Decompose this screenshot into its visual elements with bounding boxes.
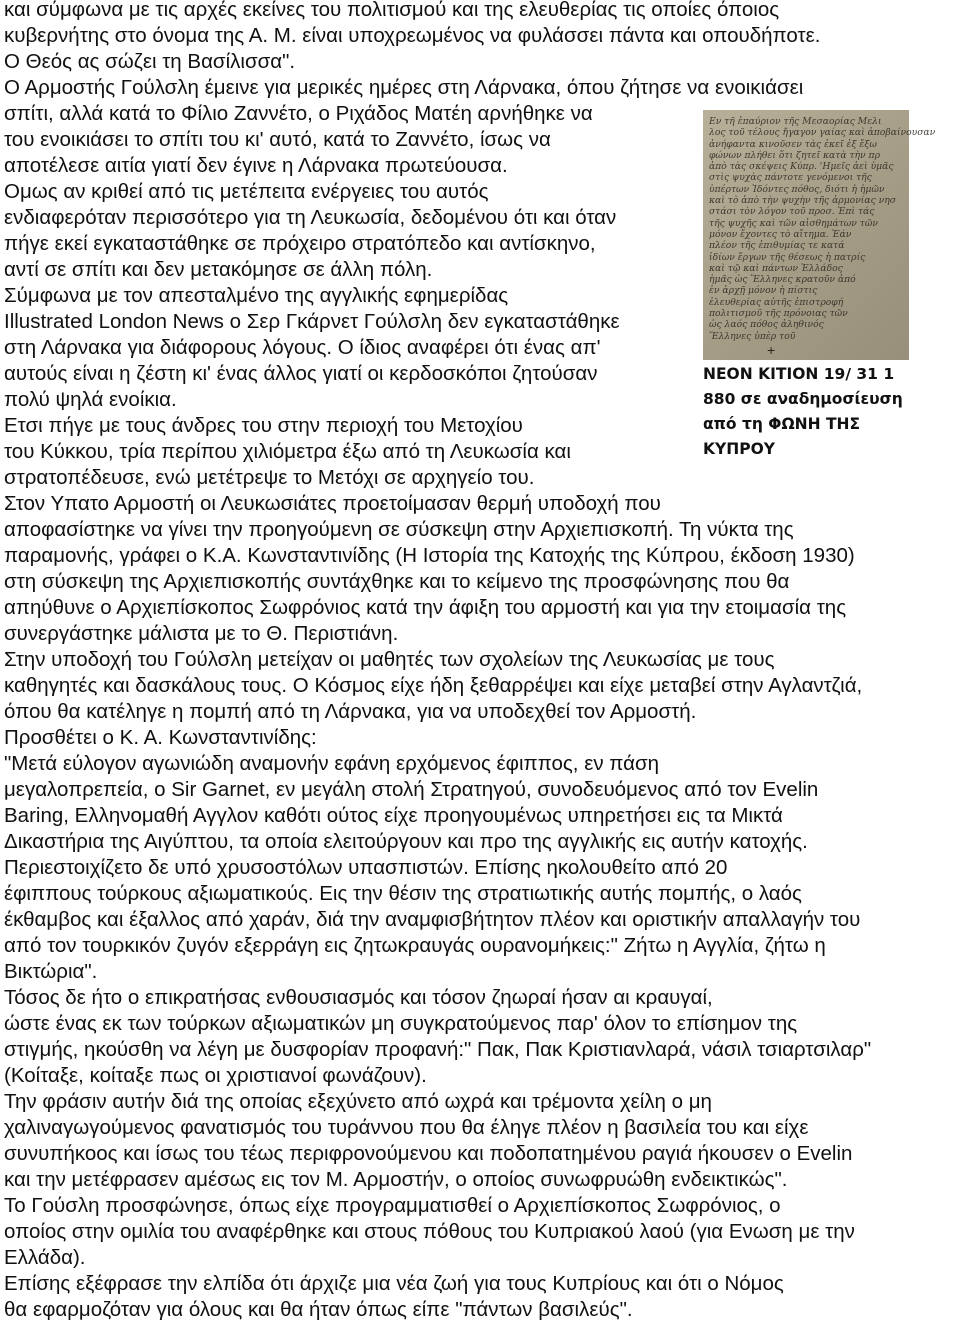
clipping-line: λος τοῦ τέλους ἤγαγον γαίας καὶ ἀποβαίνουσαν xyxy=(709,127,936,139)
text-line: Baring, Ελληνομαθή Αγγλον καθότι ούτος είχε προηγουμένως υπηρετήσει εις τα Μικτά xyxy=(4,804,783,827)
text-line: Ομως αν κριθεί από τις μετέπειτα ενέργειες του αυτός xyxy=(4,180,489,203)
text-line: στρατοπέδευσε, ενώ μετέτρεψε το Μετόχι σε αρχηγείο του. xyxy=(4,466,535,489)
text-line: όπου θα κατέληγε η πομπή από τη Λάρνακα, για να υποδεχθεί τον Αρμοστή. xyxy=(4,700,697,723)
clipping-line: ἡμᾶς ὡς Ἕλληνες κρατοῦν ἀπό xyxy=(709,274,856,286)
text-line: απηύθυνε ο Αρχιεπίσκοπος Σωφρόνιος κατά την άφιξη του αρμοστή και για την ετοιμασία της xyxy=(4,596,847,619)
text-line: παραμονής, γράφει ο Κ.Α. Κωνσταντινίδης (Η Ιστορία της Κατοχής της Κύπρου, έκδοση 1930) xyxy=(4,544,855,567)
clipping-line: πολιτισμοῦ τῆς πρόνοιας τῶν xyxy=(709,308,848,320)
text-line: Ο Θεός ας σώζει τη Βασίλισσα". xyxy=(4,50,296,73)
text-line: και σύμφωνα με τις αρχές εκείνες του πολιτισμού και της ελευθερίας τις οποίες όποιος xyxy=(4,0,780,21)
clipping-line: πλέον τῆς ἐπιθυμίας τε κατά xyxy=(709,240,845,252)
text-line: Ο Αρμοστής Γούλσλη έμεινε για μερικές ημέρες στη Λάρνακα, όπου ζήτησε να ενοικιάσει xyxy=(4,76,804,99)
text-line: θα εφαρμοζόταν για όλους και θα ήταν όπως είπε "πάντων βασιλεύς". xyxy=(4,1298,633,1321)
text-line: Ελλάδα). xyxy=(4,1246,86,1269)
text-line: πήγε εκεί εγκαταστάθηκε σε πρόχειρο στρατόπεδο και αντίσκηνο, xyxy=(4,232,596,255)
text-line: καθηγητές και δασκάλους τους. Ο Κόσμος είχε ήδη ξεθαρρέψει και είχε μεταβεί στην Αγλαντζιά, xyxy=(4,674,863,697)
text-line: αυτούς είναι η ζέστη κι' ένας άλλος γιατί οι κερδοσκόποι ζητούσαν xyxy=(4,362,598,385)
clipping-line: φώνων πλήθει ὅτι ζητεῖ κατὰ τὴν πρ xyxy=(709,149,880,161)
clipping-line: Ἕλληνες ὑπὲρ τοῦ xyxy=(709,330,796,342)
text-line: αντί σε σπίτι και δεν μετακόμησε σε άλλη πόλη. xyxy=(4,258,433,281)
text-line: ενδιαφερόταν περισσότερο για τη Λευκωσία, δεδομένου ότι και όταν xyxy=(4,206,617,229)
text-line: συνυπήκοος και ίσως του τέως περιφρονούμενου και ποδοπατημένου ραγιά ήκουσεν ο Evelin xyxy=(4,1142,853,1165)
clipping-cross-mark: + xyxy=(767,342,776,358)
text-line: Επίσης εξέφρασε την ελπίδα ότι άρχιζε μια νέα ζωή για τους Κυπρίους και ότι ο Νόμος xyxy=(4,1272,784,1295)
clipping-line: καὶ τὸ ἀπὸ τὴν ψυχὴν τῆς ἀρμονίας νησ xyxy=(709,195,897,207)
text-line: (Κοίταξε, κοίταξε πως οι χριστιανοί φωνάζουν). xyxy=(4,1064,427,1087)
text-line: στη Λάρνακα για διάφορους λόγους. Ο ίδιος αναφέρει ότι ένας απ' xyxy=(4,336,601,359)
newspaper-clipping-image xyxy=(703,110,936,360)
clipping-line: μόνον ἔχοντες τὸ αἴτημα. Ἐάν xyxy=(709,228,852,240)
text-line: έκθαμβος και έξαλλος από χαράν, διά την αναμφισβήτητον πλέον και οριστικήν απαλλαγήν του xyxy=(4,908,861,931)
text-line: "Μετά εύλογον αγωνιώδη αναμονήν εφάνη ερχόμενος έφιππος, εν πάση xyxy=(4,752,660,775)
caption-line: ΝΕΟΝ ΚΙΤΙΟΝ 19/ 31 1 xyxy=(703,365,895,383)
clipping-line: στὶς ψυχὰς πάντοτε γενόμενοι τῆς xyxy=(709,172,872,184)
text-line: και την μετέφρασεν αμέσως εις τον Μ. Αρμοστήν, ο οποίος συνωφρυώθη ενδεικτικώς". xyxy=(4,1168,788,1191)
text-line: στιγμής, ηκούσθη να λέγη με δυσφορίαν προφανή:" Πακ, Πακ Κριστιανλαρά, νάσιλ τσιαρτσιλαρ" xyxy=(4,1038,872,1061)
text-line: του Κύκκου, τρία περίπου χιλιόμετρα έξω από τη Λευκωσία και xyxy=(4,440,571,463)
caption-line: από τη ΦΩΝΗ ΤΗΣ xyxy=(703,415,861,433)
clipping-line: ἐλευθερίας αὐτῆς ἐπιστροφή xyxy=(709,296,844,308)
text-line: του ενοικιάσει το σπίτι του κι' αυτό, κατά το Ζαννέτο, ίσως να xyxy=(4,128,551,151)
clipping-line: στάσι τὸν λόγον τοῦ προσ. Ἐπὶ τάς xyxy=(709,206,875,218)
clipping-line: ἐν ἀρχῇ μόνον ἡ πίστις xyxy=(709,285,818,297)
text-line: μεγαλοπρεπεία, ο Sir Garnet, εν μεγάλη στολή Στρατηγού, συνοδευόμενος από τον Evelin xyxy=(4,778,819,801)
text-line: Illustrated London News ο Σερ Γκάρνετ Γούλσλη δεν εγκαταστάθηκε xyxy=(4,310,620,333)
clipping-caption xyxy=(703,362,933,462)
text-line: Στον Υπατο Αρμοστή οι Λευκωσιάτες προετοίμασαν θερμή υποδοχή που xyxy=(4,492,661,515)
clipping-line: τῆς ψυχῆς καὶ τῶν αἰσθημάτων τῶν xyxy=(709,217,878,229)
caption-line: 880 σε αναδημοσίευση xyxy=(703,390,903,408)
clipping-line: ἀπὸ τὰς σκέψεις Κύπρ. 'Ημεῖς ἀεὶ ὑμᾶς xyxy=(709,161,894,173)
text-line: στη σύσκεψη της Αρχιεπισκοπής συντάχθηκε και το κείμενο της προσφώνησης που θα xyxy=(4,570,790,593)
text-line: κυβερνήτης στο όνομα της Α. Μ. είναι υποχρεωμένος να φυλάσσει πάντα και οπουδήποτε. xyxy=(4,24,821,47)
text-line: σπίτι, αλλά κατά το Φίλιο Ζαννέτο, ο Ριχάδος Ματέη αρνήθηκε να xyxy=(4,102,593,125)
text-line: Δικαστήρια της Αιγύπτου, τα οποία ελειτούργουν και προ της αγγλικής εις αυτήν κατοχής. xyxy=(4,830,808,853)
caption-line: ΚΥΠΡΟΥ xyxy=(703,440,775,458)
clipping-line: Εν τῆ ἐπαύριον τῆς Μεσαορίας Μελι xyxy=(709,116,882,127)
text-line: έφιππους τούρκους αξιωματικούς. Εις την θέσιν της στρατιωτικής αυτής πομπής, ο λαός xyxy=(4,882,802,905)
text-line: Ετσι πήγε με τους άνδρες του στην περιοχή του Μετοχίου xyxy=(4,414,523,437)
clipping-line: καὶ τῷ καὶ πάντων Ἐλλάδος xyxy=(709,262,843,274)
text-line: από τον τουρκικόν ζυγόν εξερράγη εις ζητωκραυγάς ουρανομήκεις:" Ζήτω η Αγγλία, ζήτω η xyxy=(4,934,826,957)
text-line: συνεργάστηκε μάλιστα με το Θ. Περιστιάνη. xyxy=(4,622,399,645)
text-line: Το Γούσλη προσφώνησε, όπως είχε προγραμματισθεί ο Αρχιεπίσκοπος Σωφρόνιος, ο xyxy=(4,1194,781,1217)
clipping-text xyxy=(709,116,936,342)
text-line: Βικτώρια". xyxy=(4,960,98,983)
text-line: αποτέλεσε αιτία γιατί δεν έγινε η Λάρνακα πρωτεύουσα. xyxy=(4,154,508,177)
text-line: χαλιναγωγούμενος φανατισμός του τυράννου που θα έληγε πλέον η βασιλεία του και είχε xyxy=(4,1116,809,1139)
text-line: οποίος στην ομιλία του αναφέρθηκε και στους πόθους του Κυπριακού λαού (για Ενωση με την xyxy=(4,1220,855,1243)
clipping-line: ἰδίων ἔργων τῆς θέσεως ἡ πατρίς xyxy=(709,251,866,263)
text-line: πολύ ψηλά ενοίκια. xyxy=(4,388,177,411)
text-line: Στην υποδοχή του Γούλσλη μετείχαν οι μαθητές των σχολείων της Λευκωσίας με τους xyxy=(4,648,775,671)
text-line: αποφασίστηκε να γίνει την προηγούμενη σε σύσκεψη στην Αρχιεπισκοπή. Τη νύκτα της xyxy=(4,518,794,541)
clipping-line: ὡς λαός πόθος ἀληθινός xyxy=(709,319,824,331)
text-line: Προσθέτει ο Κ. Α. Κωνσταντινίδης: xyxy=(4,726,317,749)
text-line: Σύμφωνα με τον απεσταλμένο της αγγλικής εφημερίδας xyxy=(4,284,509,307)
text-line: Την φράσιν αυτήν διά της οποίας εξεχύνετο από ωχρά και τρέμοντα χείλη ο μη xyxy=(4,1090,712,1113)
text-line: Περιεστοιχίζετο δε υπό χρυσοστόλων υπασπιστών. Επίσης ηκολουθείτο από 20 xyxy=(4,856,728,879)
clipping-line: ὑπέρτων Ἰδόντες πόθος, διότι ἡ ἡμῶν xyxy=(709,183,885,195)
clipping-line: ἀνήφαντα κινοῦσεν τὰς ἐκεῖ ἐξ ἔξω xyxy=(709,138,877,150)
text-line: ώστε ένας εκ των τούρκων αξιωματικών μη συγκρατούμενος παρ' όλον το επίσημον της xyxy=(4,1012,798,1035)
text-line: Τόσος δε ήτο ο επικρατήσας ενθουσιασμός και τόσον ζηωραί ήσαν αι κραυγαί, xyxy=(4,986,713,1009)
